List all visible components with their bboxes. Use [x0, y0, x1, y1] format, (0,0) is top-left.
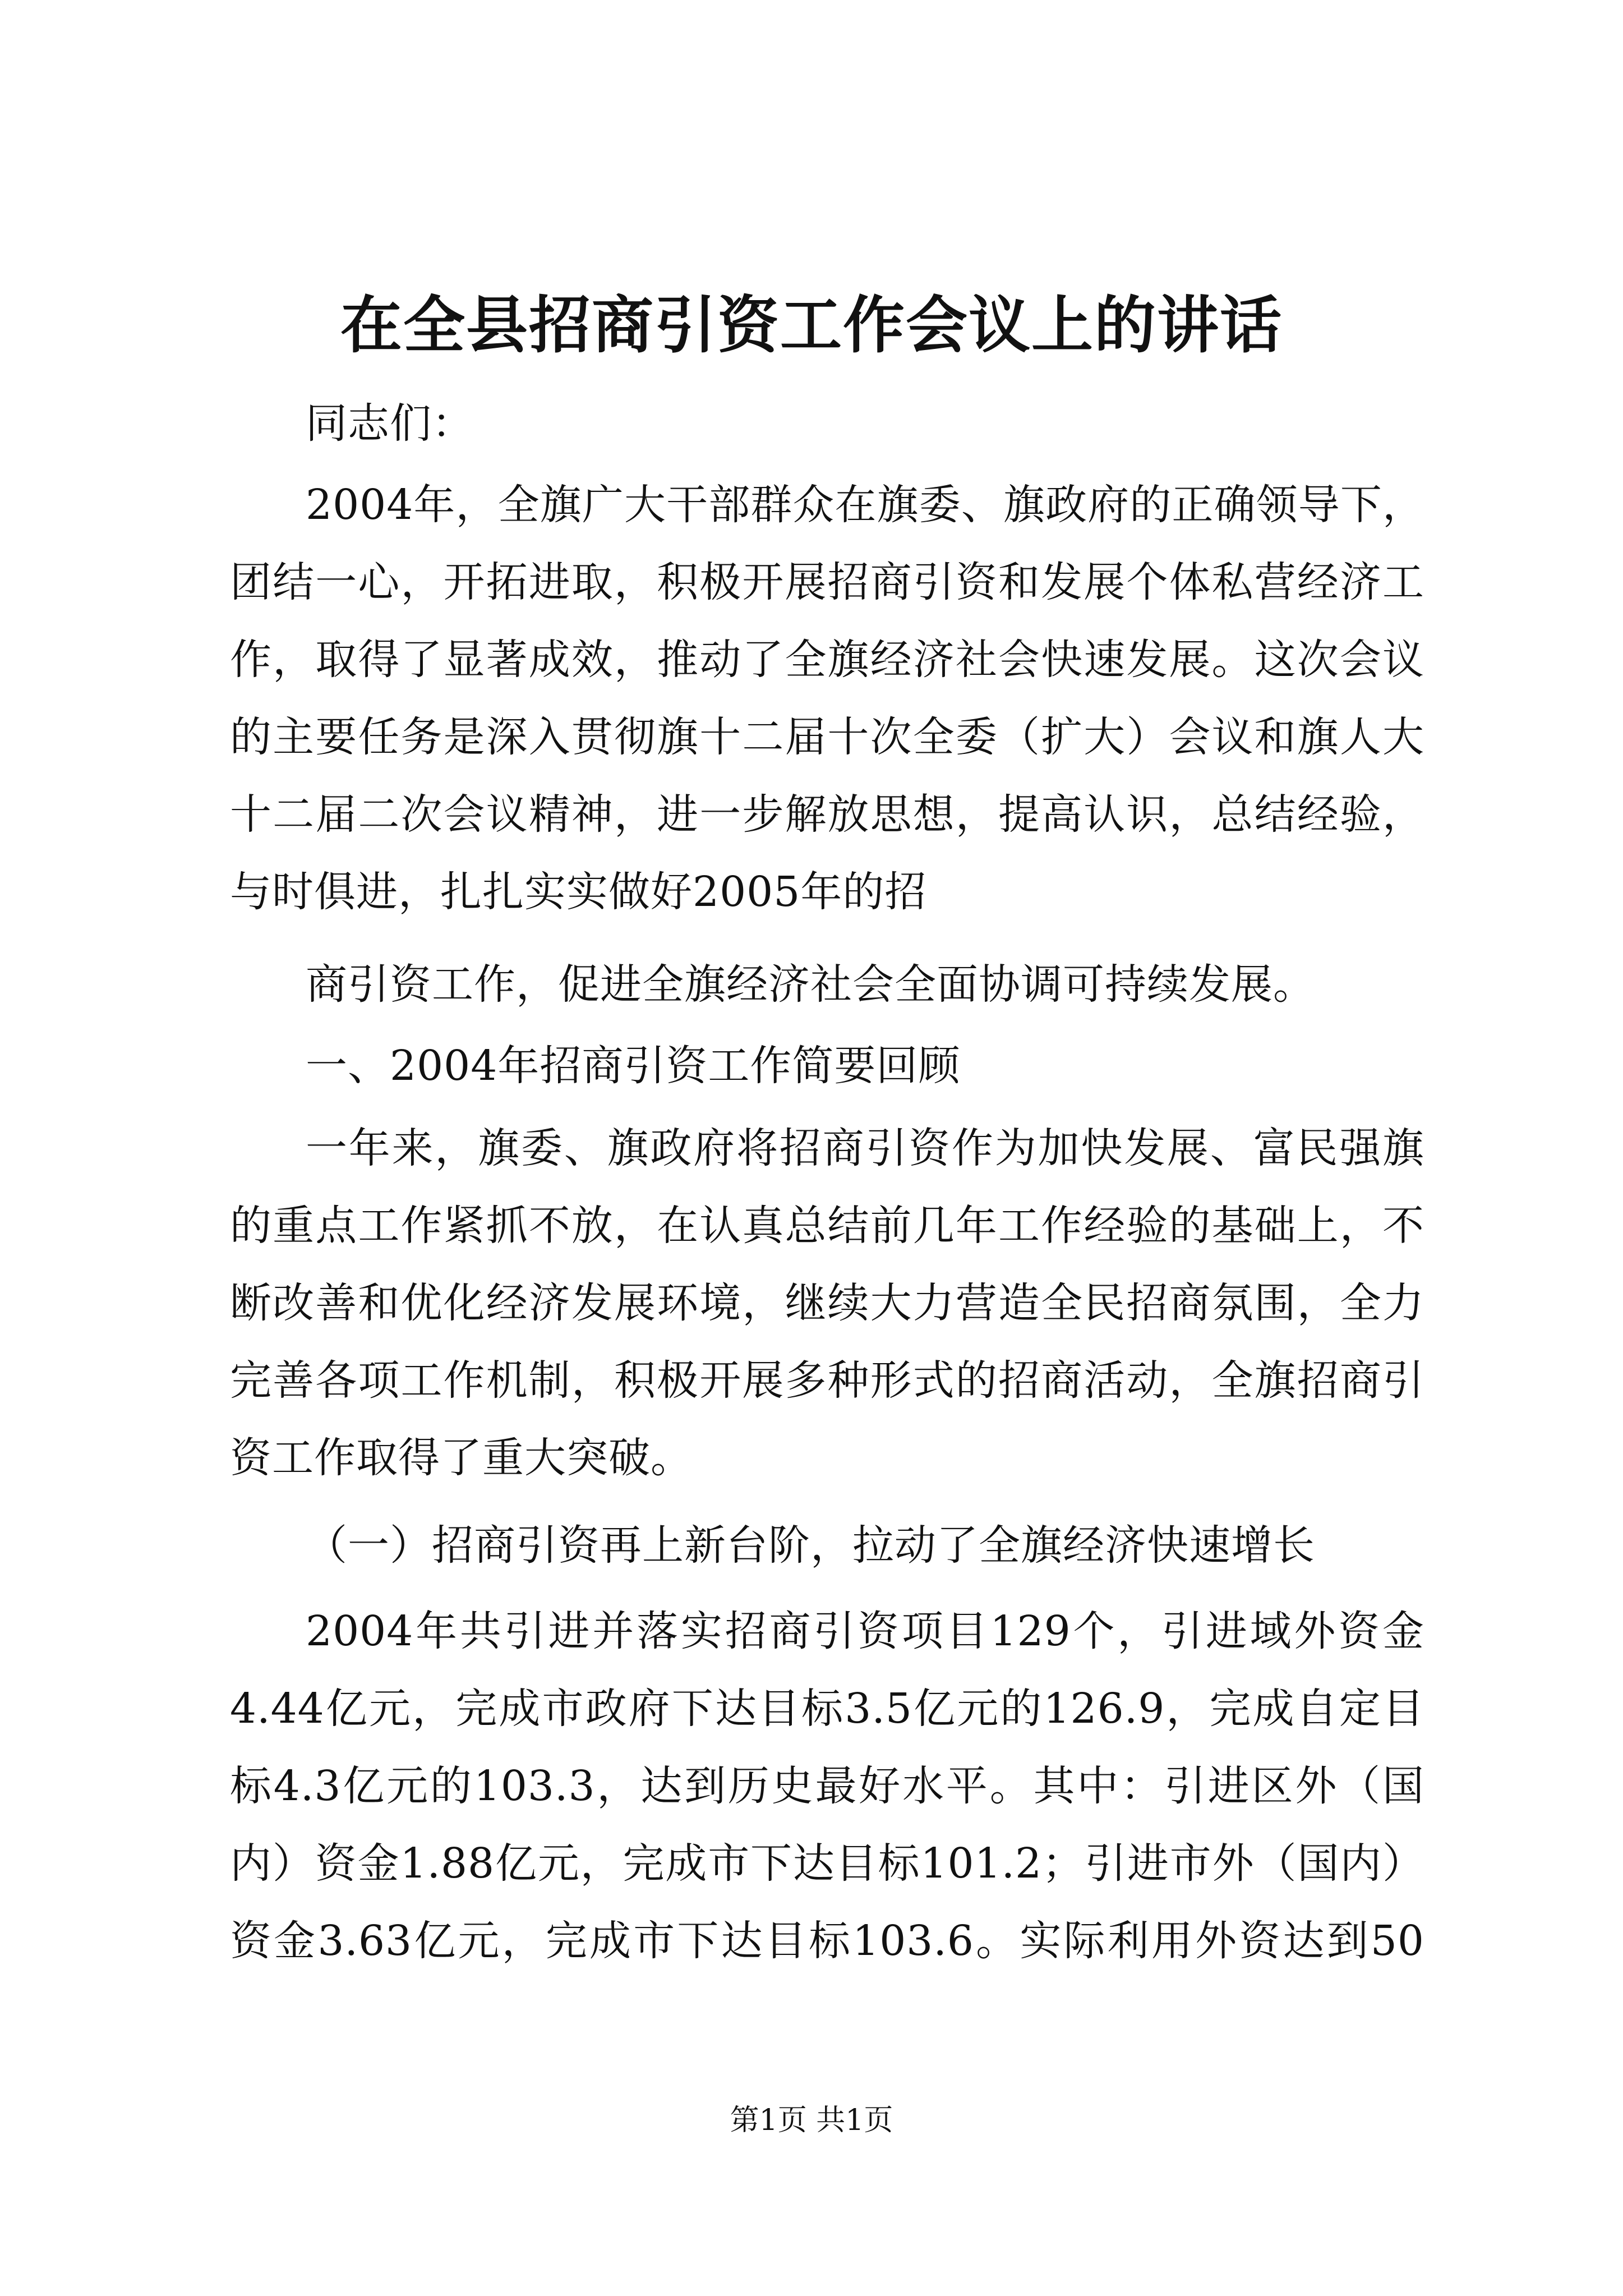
paragraph-line: 内）资金1.88亿元，完成市下达目标101.2；引进市外（国内） [230, 1839, 1425, 1888]
paragraph-line: 完善各项工作机制，积极开展多种形式的招商活动，全旗招商引 [230, 1356, 1424, 1405]
paragraph-line: 与时俱进，扎扎实实做好2005年的招 [230, 868, 927, 916]
paragraph-line: 断改善和优化经济发展环境，继续大力营造全民招商氛围，全力 [230, 1279, 1424, 1327]
paragraph-line: 的重点工作紧抓不放，在认真总结前几年工作经验的基础上，不 [230, 1202, 1424, 1250]
paragraph-line: 2004年共引进并落实招商引资项目129个，引进域外资金 [306, 1607, 1424, 1655]
paragraph-line: 十二届二次会议精神，进一步解放思想，提高认识，总结经验， [230, 790, 1424, 839]
page-title: 在全县招商引资工作会议上的讲话 [340, 289, 1283, 361]
paragraph-line: 团结一心，开拓进取，积极开展招商引资和发展个体私营经济工 [230, 558, 1424, 606]
salutation: 同志们： [306, 399, 474, 448]
section-heading: 一、2004年招商引资工作简要回顾 [306, 1042, 961, 1090]
paragraph-line: 一年来，旗委、旗政府将招商引资作为加快发展、富民强旗 [306, 1124, 1424, 1172]
paragraph-line: 资金3.63亿元，完成市下达目标103.6。实际利用外资达到50 [230, 1917, 1424, 1965]
paragraph-line: 4.44亿元，完成市政府下达目标3.5亿元的126.9，完成自定目 [230, 1685, 1424, 1733]
paragraph-line: 资工作取得了重大突破。 [230, 1434, 693, 1482]
subsection-heading: （一）招商引资再上新台阶，拉动了全旗经济快速增长 [306, 1521, 1315, 1570]
paragraph-line: 的主要任务是深入贯彻旗十二届十次全委（扩大）会议和旗人大 [230, 713, 1424, 761]
paragraph-line: 作，取得了显著成效，推动了全旗经济社会快速发展。这次会议 [230, 636, 1424, 684]
paragraph-line: 商引资工作，促进全旗经济社会全面协调可持续发展。 [306, 960, 1315, 1009]
paragraph-line: 2004年，全旗广大干部群众在旗委、旗政府的正确领导下， [306, 481, 1424, 529]
page-number: 第1页 共1页 [730, 2104, 893, 2137]
paragraph-line: 标4.3亿元的103.3，达到历史最好水平。其中：引进区外（国 [230, 1762, 1424, 1810]
